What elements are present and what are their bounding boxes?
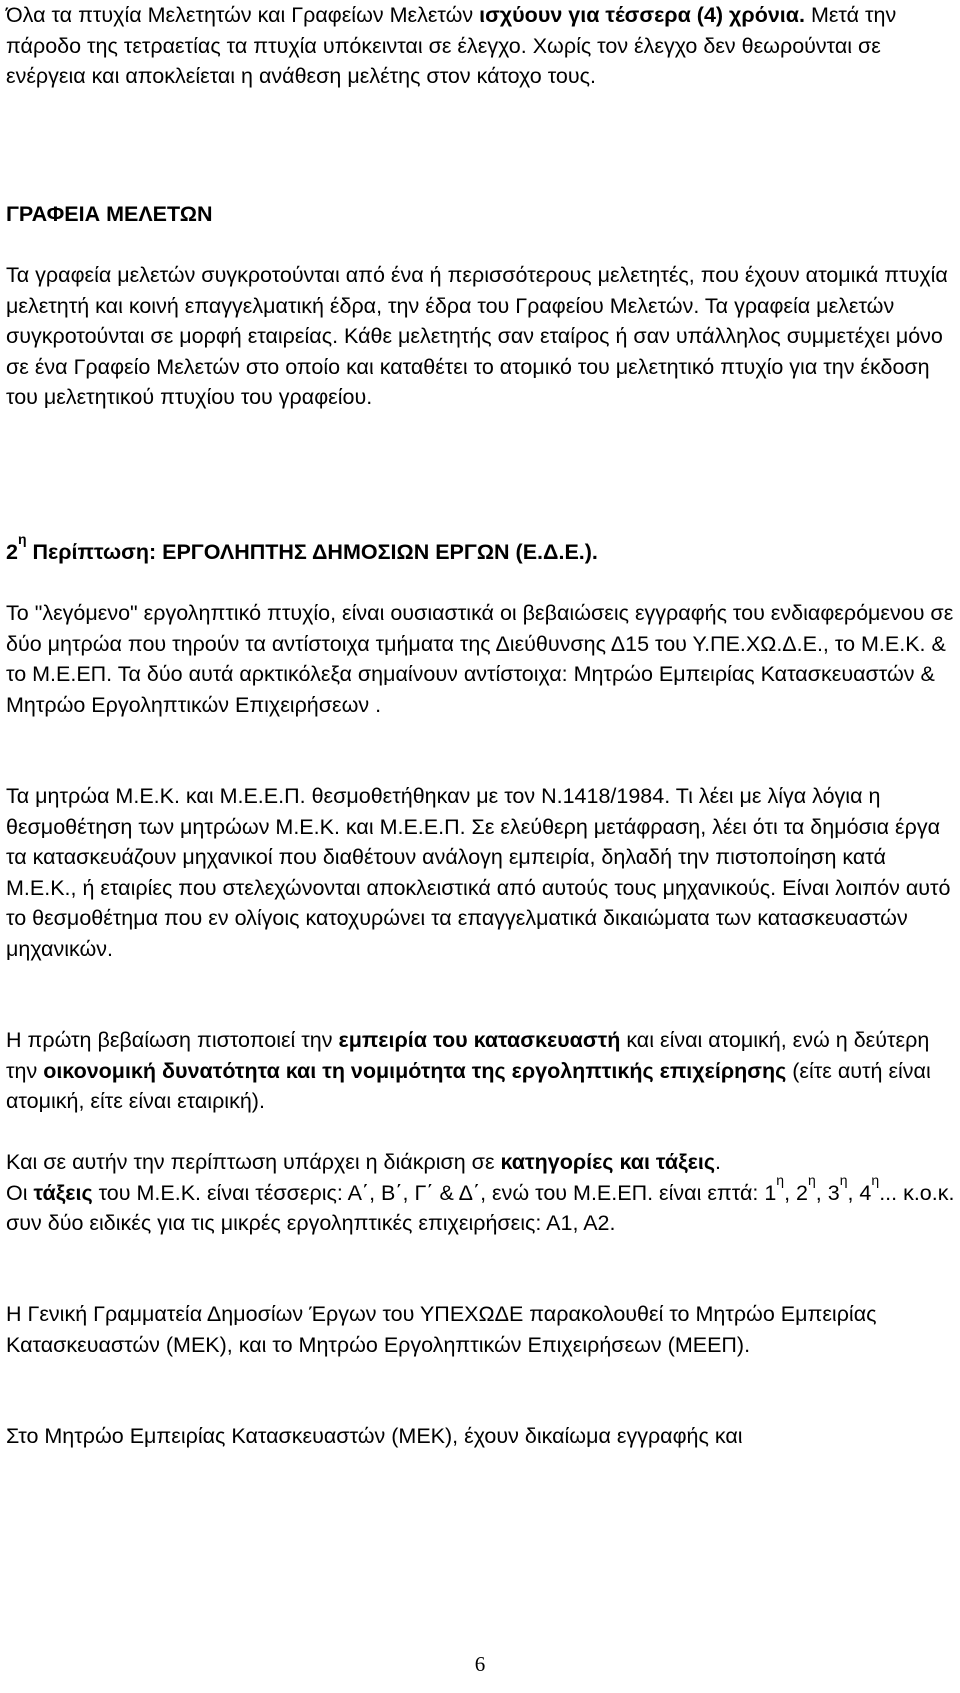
text: του Μ.Ε.Κ. είναι τέσσερις: Α΄, Β΄, Γ΄ & Δ΄, ενώ του Μ.Ε.ΕΠ. είναι επτά: 1 (92, 1180, 777, 1205)
text: Όλα τα πτυχία Μελετητών και Γραφείων Μελετών (6, 3, 480, 27)
section-heading-contractor (6, 531, 956, 568)
bold-text: εμπειρία του κατασκευαστή (338, 1028, 621, 1052)
paragraph-mek-meep: Τα μητρώα Μ.Ε.Κ. και Μ.Ε.Ε.Π. θεσμοθετήθηκαν με τον Ν.1418/1984. Τι λέει με λίγα λόγια η θεσμοθέτηση των μητρώων Μ.Ε.Κ. και Μ.Ε.Ε.Π. Σε ελεύθερη μετάφραση, λέει ότι τα δημόσια έργα τα κατασκευάζουν μηχανικοί που διαθέτουν ανάλογη εμπειρία, δηλαδή την πιστοποίηση κατά Μ.Ε.Κ., ή εταιρίες που στελεχώνονται αποκλειστικά από αυτούς τους μηχανικούς. Είναι λοιπόν αυτό το θεσμοθέτημα που εν ολίγοις κατοχυρώνει τα επαγγελματικά δικαιώματα των κατασκευαστών μηχανικών. (6, 784, 951, 961)
paragraph-certification (6, 1025, 956, 1117)
superscript: η (839, 1171, 848, 1188)
heading-number: 2 (6, 540, 18, 564)
text: και είναι ατομική, ενώ η δεύτερη την (6, 1028, 930, 1083)
bold-text: οικονομική δυνατότητα και τη νομιμότητα της εργοληπτικής επιχείρησης (43, 1058, 787, 1083)
superscript: η (807, 1171, 816, 1188)
heading-text: Περίπτωση: ΕΡΓΟΛΗΠΤΗΣ ΔΗΜΟΣΙΩΝ ΕΡΓΩΝ (Ε.Δ.Ε.). (26, 540, 598, 564)
text: Και σε αυτήν την περίπτωση υπάρχει η διάκριση σε (6, 1150, 501, 1174)
section-heading-offices: ΓΡΑΦΕΙΑ ΜΕΛΕΤΩΝ (6, 202, 213, 226)
paragraph-offices: Τα γραφεία μελετών συγκροτούνται από ένα ή περισσότερους μελετητές, που έχουν ατομικά πτυχία μελετητή και κοινή επαγγελματική έδρα, την έδρα του Γραφείου Μελετών. Τα γραφεία μελετών συγκροτούνται σε μορφή εταιρείας. Κάθε μελετητής σαν εταίρος ή σαν υπάλληλος συμμετέχει μόνο σε ένα Γραφείο Μελετών στο οποίο και καταθέτει το ατομικό του μελετητικό πτυχίο για την έκδοση του μελετητικού πτυχίου του γραφείου. (6, 263, 948, 410)
superscript: η (17, 531, 27, 547)
text: , 2 (784, 1180, 808, 1205)
text: . (715, 1150, 722, 1174)
text: , 3 (815, 1180, 840, 1205)
text: Η πρώτη βεβαίωση πιστοποιεί την (6, 1028, 339, 1052)
text: Μετά την πάροδο της τετραετίας τα πτυχία υπόκεινται σε έλεγχο. Χωρίς τον έλεγχο δεν θεωρούνται σε ενέργεια και αποκλείεται η ανάθεση μελέτης στον κάτοχο τους. (6, 3, 897, 89)
paragraph-categories (6, 1147, 956, 1239)
paragraph-validity (6, 0, 956, 92)
paragraph-mek-registration: Στο Μητρώο Εμπειρίας Κατασκευαστών (ΜΕΚ), έχουν δικαίωμα εγγραφής και (6, 1424, 743, 1448)
page-number: 6 (474, 1652, 486, 1676)
text: , 4 (847, 1180, 872, 1205)
bold-text: τάξεις (33, 1180, 93, 1205)
text: ... κ.ο.κ. συν δύο ειδικές για τις μικρές εργοληπτικές επιχειρήσεις: Α1, Α2. (6, 1180, 955, 1236)
superscript: η (776, 1171, 785, 1188)
paragraph-registries: Το "λεγόμενο" εργοληπτικό πτυχίο, είναι ουσιαστικά οι βεβαιώσεις εγγραφής του ενδιαφερόμενου σε δύο μητρώα που τηρούν τα αντίστοιχα τμήματα της Διεύθυνσης Δ15 του Υ.ΠΕ.ΧΩ.Δ.Ε., το Μ.Ε.Κ. & το Μ.Ε.ΕΠ. Τα δύο αυτά αρκτικόλεξα σημαίνουν αντίστοιχα: Μητρώο Εμπειρίας Κατασκευαστών & Μητρώο Εργοληπτικών Επιχειρήσεων . (6, 601, 954, 717)
paragraph-general-secretariat: Η Γενική Γραμματεία Δημοσίων Έργων του ΥΠΕΧΩΔΕ παρακολουθεί το Μητρώο Εμπειρίας Κατασκευαστών (ΜΕΚ), και το Μητρώο Εργοληπτικών Επιχειρήσεων (ΜΕΕΠ). (6, 1302, 877, 1357)
text: (είτε αυτή είναι ατομική, είτε είναι εταιρική). (6, 1058, 931, 1114)
bold-text: κατηγορίες και τάξεις (500, 1150, 716, 1174)
superscript: η (871, 1171, 880, 1188)
bold-text: ισχύουν για τέσσερα (4) χρόνια. (479, 3, 805, 27)
text: Οι (6, 1180, 34, 1205)
